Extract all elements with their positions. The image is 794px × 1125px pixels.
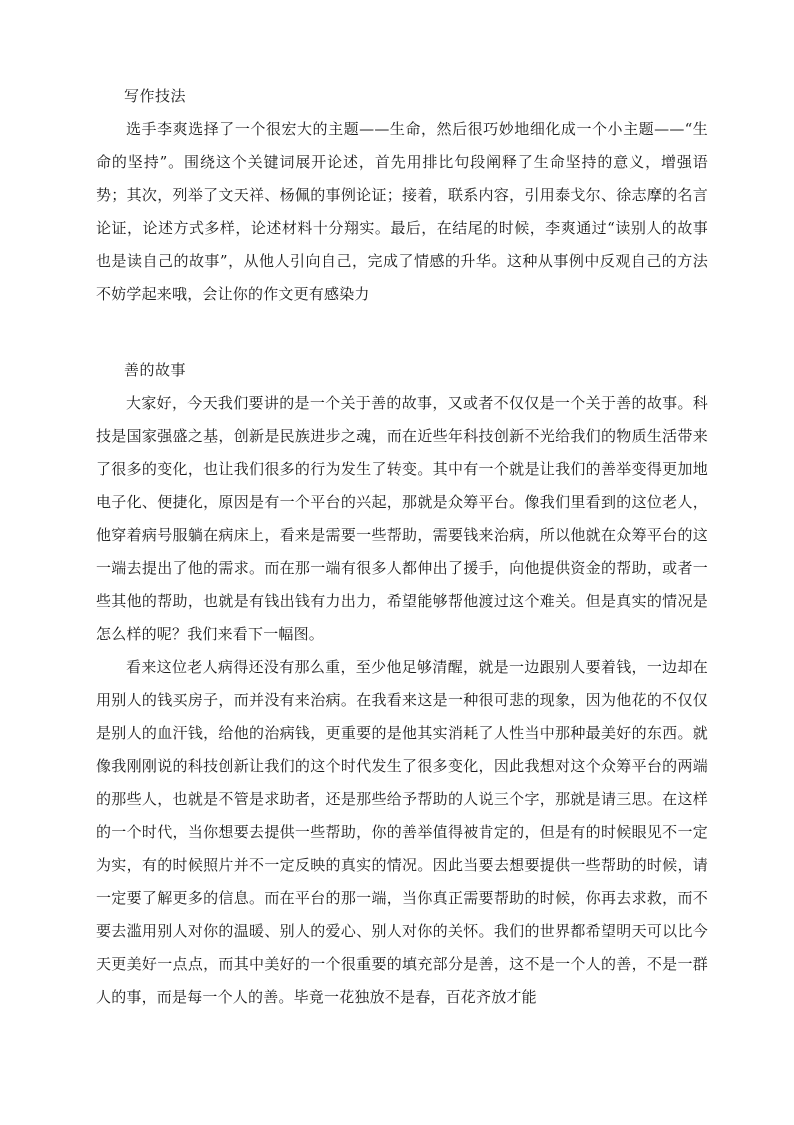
section-gap <box>96 311 708 354</box>
section-heading-story-of-kindness: 善的故事 <box>124 361 187 379</box>
paragraph: 看来这位老人病得还没有那么重，至少他足够清醒，就是一边跟别人要着钱，一边却在用别人的钱买房子，而并没有来治病。在我看来这是一种很可悲的现象，因为他花的不仅仅是别人的血汗钱，给他的治病钱，更重要的是他其实消耗了人性当中那种最美好的东西。就像我刚刚说的科技创新让我们的这个时代发生了很多变化，因此我想对这个众筹平台的两端的那些人，也就是不管是求助者，还是那些给予帮助的人说三个字，那就是请三思。在这样的一个时代，当你想要去提供一些帮助，你的善举值得被肯定的，但是有的时候眼见不一定为实，有的时候照片并不一定反映的真实的情况。因此当要去想要提供一些帮助的时候，请一定要了解更多的信息。而在平台的那一端，当你真正需要帮助的时候，你再去求救，而不要去滥用别人对你的温暖、别人的爱心、别人对你的关怀。我们的世界都希望明天可以比今天更美好一点点，而其中美好的一个很重要的填充部分是善，这不是一个人的善，不是一群人的事，而是每一个人的善。毕竟一花独放不是春，百花齐放才能 <box>96 658 708 1006</box>
paragraph: 大家好，今天我们要讲的是一个关于善的故事，又或者不仅仅是一个关于善的故事。科技是国家强盛之基，创新是民族进步之魂，而在近些年科技创新不光给我们的物质生活带来了很多的变化，也让我们很多的行为发生了转变。其中有一个就是让我们的善举变得更加地电子化、便捷化，原因是有一个平台的兴起，那就是众筹平台。像我们里看到的这位老人，他穿着病号服躺在病床上，看来是需要一些帮助，需要钱来治病，所以他就在众筹平台的这一端去提出了他的需求。而在那一端有很多人都伸出了援手，向他提供资金的帮助，或者一些其他的帮助，也就是有钱出钱有力出力，希望能够帮他渡过这个难关。但是真实的情况是怎么样的呢？我们来看下一幅图。 <box>96 394 708 643</box>
document-page <box>96 80 708 1014</box>
paragraph: 选手李爽选择了一个很宏大的主题——生命，然后很巧妙地细化成一个小主题——“生命的坚持”。围绕这个关键词展开论述，首先用排比句段阐释了生命坚持的意义，增强语势；其次，列举了文天祥、杨佩的事例论证；接着，联系内容，引用泰戈尔、徐志摩的名言论证，论述方式多样，论述材料十分翔实。最后，在结尾的时候，李爽通过“读别人的故事也是读自己的故事”，从他人引向自己，完成了情感的升华。这种从事例中反观自己的方法不妨学起来哦，会让你的作文更有感染力 <box>96 120 708 303</box>
section-heading-writing-technique: 写作技法 <box>124 87 187 105</box>
